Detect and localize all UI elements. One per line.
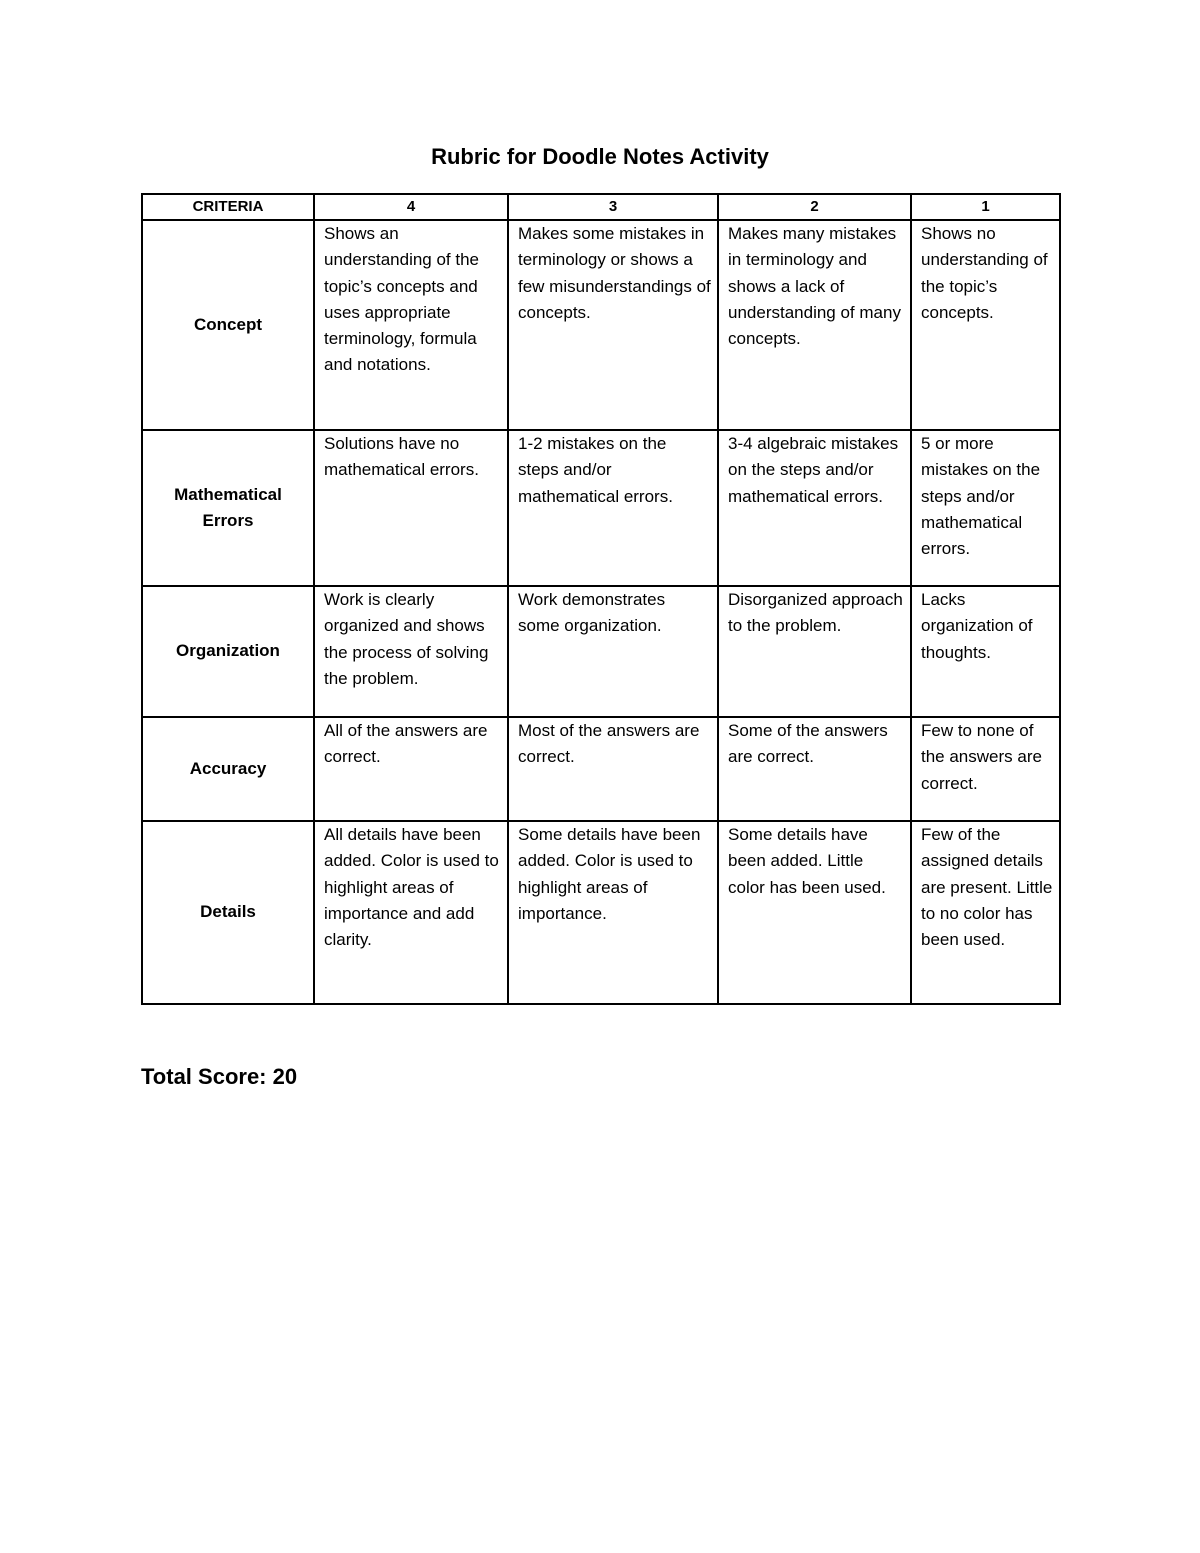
descriptor-cell-4: Work is clearly organized and shows the process of solving the problem. (314, 586, 508, 717)
descriptor-cell-1: Few to none of the answers are correct. (911, 717, 1060, 821)
header-score-3: 3 (508, 194, 718, 220)
header-score-2: 2 (718, 194, 911, 220)
table-row (142, 821, 1060, 1004)
descriptor-cell-4: Shows an understanding of the topic’s concepts and uses appropriate terminology, formula and notations. (314, 220, 508, 430)
descriptor-cell-1: 5 or more mistakes on the steps and/or mathematical errors. (911, 430, 1060, 586)
descriptor-cell-2: Some details have been added. Little color has been used. (718, 821, 911, 1004)
criteria-label: Accuracy (142, 717, 314, 821)
criteria-label: Mathematical Errors (142, 430, 314, 586)
criteria-label: Concept (142, 220, 314, 430)
criteria-label: Organization (142, 586, 314, 717)
descriptor-cell-3: Most of the answers are correct. (508, 717, 718, 821)
header-criteria: CRITERIA (142, 194, 314, 220)
descriptor-cell-3: Work demonstrates some organization. (508, 586, 718, 717)
descriptor-cell-2: Makes many mistakes in terminology and shows a lack of understanding of many concepts. (718, 220, 911, 430)
descriptor-cell-2: Disorganized approach to the problem. (718, 586, 911, 717)
table-row (142, 220, 1060, 430)
rubric-table (141, 193, 1061, 1005)
total-score: Total Score: 20 (141, 1064, 298, 1089)
descriptor-cell-3: Some details have been added. Color is used to highlight areas of importance. (508, 821, 718, 1004)
descriptor-cell-1: Few of the assigned details are present. Little to no color has been used. (911, 821, 1060, 1004)
descriptor-cell-3: Makes some mistakes in terminology or shows a few misunderstandings of concepts. (508, 220, 718, 430)
header-row (142, 194, 1060, 220)
header-score-1: 1 (911, 194, 1060, 220)
descriptor-cell-1: Lacks organization of thoughts. (911, 586, 1060, 717)
descriptor-cell-3: 1-2 mistakes on the steps and/or mathematical errors. (508, 430, 718, 586)
page-title: Rubric for Doodle Notes Activity (431, 144, 769, 169)
descriptor-cell-2: 3-4 algebraic mistakes on the steps and/or mathematical errors. (718, 430, 911, 586)
descriptor-cell-1: Shows no understanding of the topic’s concepts. (911, 220, 1060, 430)
table-row (142, 717, 1060, 821)
table-row (142, 430, 1060, 586)
descriptor-cell-4: Solutions have no mathematical errors. (314, 430, 508, 586)
table-row (142, 586, 1060, 717)
criteria-label: Details (142, 821, 314, 1004)
header-score-4: 4 (314, 194, 508, 220)
descriptor-cell-2: Some of the answers are correct. (718, 717, 911, 821)
descriptor-cell-4: All of the answers are correct. (314, 717, 508, 821)
descriptor-cell-4: All details have been added. Color is used to highlight areas of importance and add clarity. (314, 821, 508, 1004)
